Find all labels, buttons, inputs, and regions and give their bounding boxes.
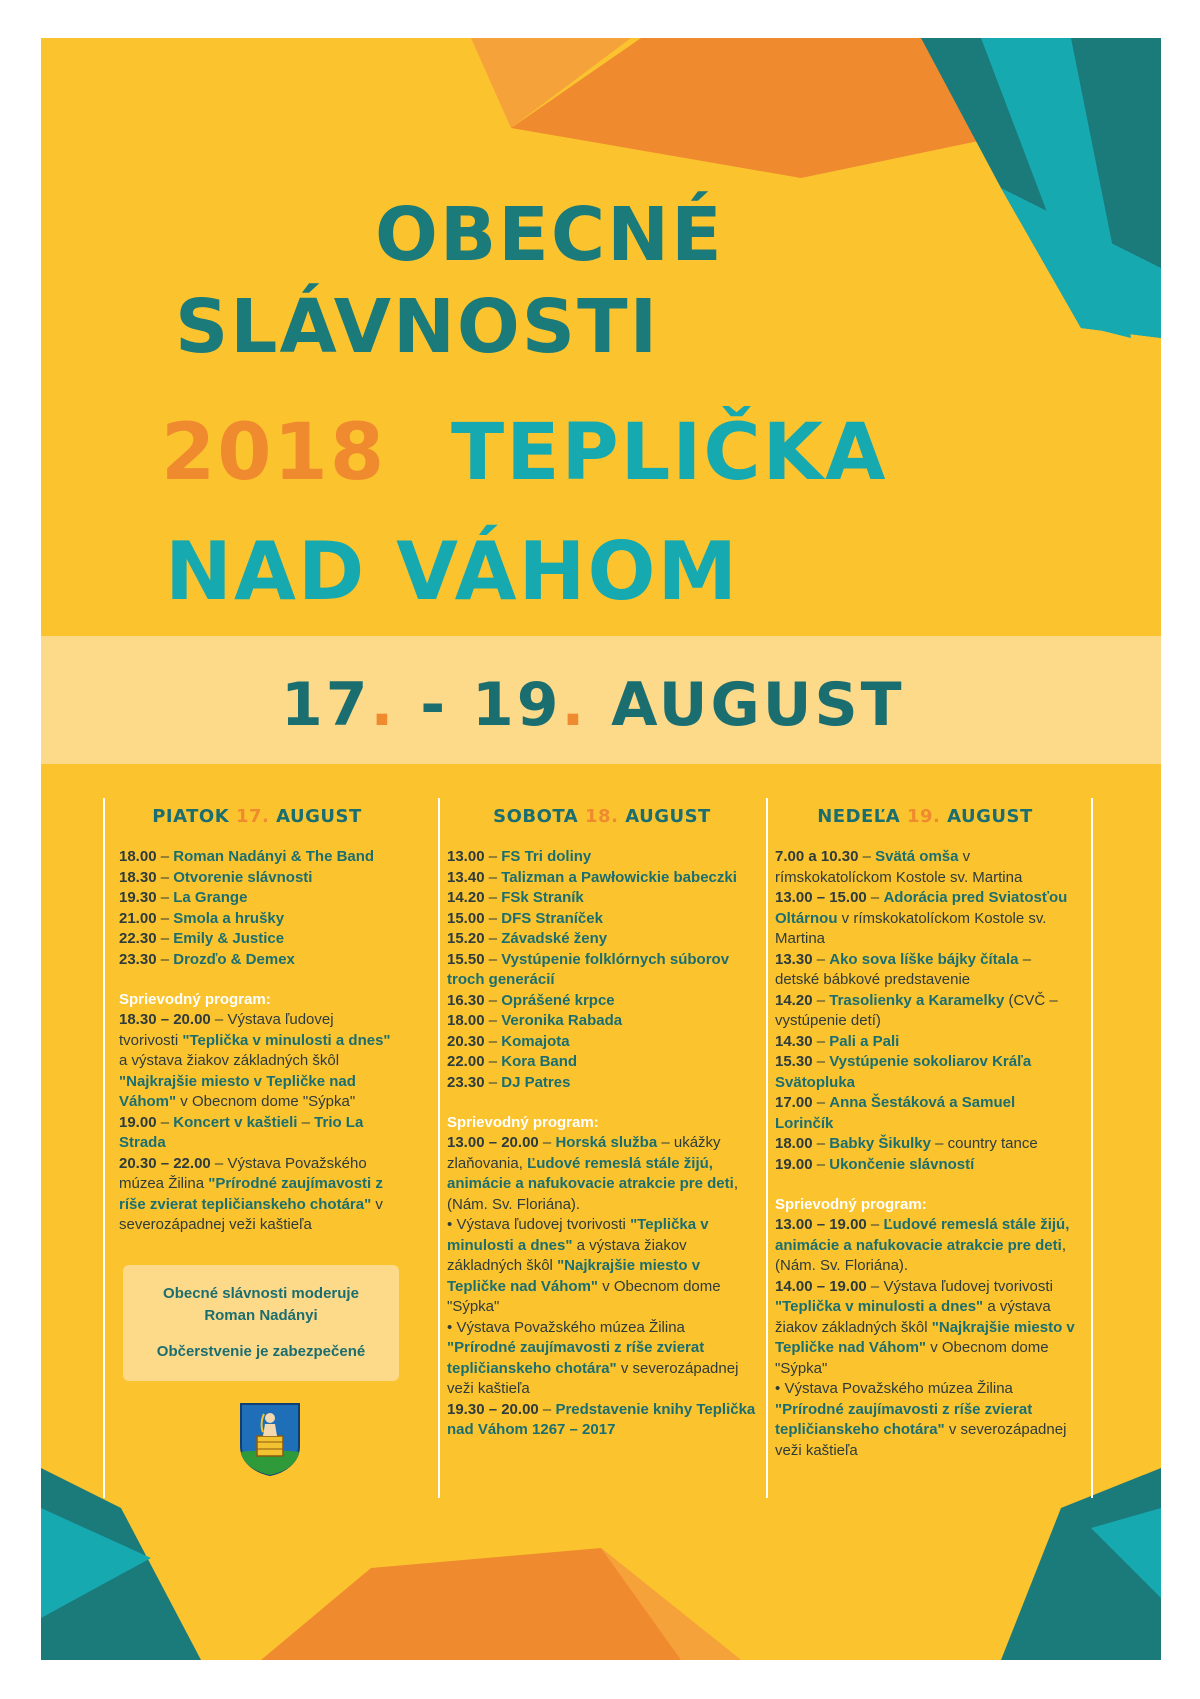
list-item: 23.30 – Drozďo & Demex: [119, 950, 295, 968]
list-item: • Výstava Považského múzea Žilina "Prírodné zaujímavosti z ríše zvierat tepličianskeho chotára" v severozápadnej veži kaštieľa: [447, 1318, 739, 1397]
day-column-friday: [119, 806, 395, 1236]
date-range: 17. - 19. AUGUST: [281, 670, 905, 740]
list-item: • Výstava ľudovej tvorivosti "Teplička v minulosti a dnes" a výstava žiakov základných škôl "Najkrajšie miesto v Tepličke nad Váhom" v Obecnom dome "Sýpka": [447, 1216, 721, 1315]
date-start: 17: [281, 670, 371, 740]
day-heading: PIATOK 17. AUGUST: [152, 806, 362, 827]
list-item: • Výstava Považského múzea Žilina "Prírodné zaujímavosti z ríše zvierat tepličianskeho chotára" v severozápadnej veži kaštieľa: [775, 1380, 1067, 1459]
date-month: AUGUST: [611, 670, 905, 740]
moderator-line-1: Obecné slávnosti moderuje: [163, 1285, 359, 1302]
refreshments-note: Občerstvenie je zabezpečené: [156, 1343, 366, 1360]
side-program-heading: Sprievodný program:: [447, 1114, 599, 1131]
list-item: 18.00 – Veronika Rabada: [447, 1012, 623, 1029]
list-item: 18.30 – Otvorenie slávnosti: [119, 868, 313, 886]
list-item: 22.30 – Emily & Justice: [119, 930, 285, 947]
list-item: 15.20 – Závadské ženy: [447, 930, 608, 947]
list-item: 14.20 – FSk Straník: [447, 889, 584, 906]
village-crest-icon: [239, 1402, 301, 1476]
list-item: 14.20 – Trasolienky a Karamelky (CVČ – vystúpenie detí): [775, 991, 1058, 1029]
column-separator: [1091, 798, 1093, 1498]
list-item: 15.30 – Vystúpenie sokoliarov Kráľa Svätopluka: [775, 1053, 1032, 1091]
date-dash: -: [420, 670, 449, 740]
list-item: 20.30 – Komajota: [447, 1032, 570, 1050]
list-item: 22.00 – Kora Band: [447, 1053, 578, 1070]
list-item: 13.00 – 20.00 – Horská služba – ukážky zlaňovania, Ľudové remeslá stále žijú, animácie a nafukovacie atrakcie pre deti, (Nám. Sv. Floriána).: [447, 1134, 738, 1213]
column-separator: [766, 798, 768, 1498]
title-place-1: TEPLIČKA: [451, 408, 888, 498]
list-item: 19.30 – 20.00 – Predstavenie knihy Teplička nad Váhom 1267 – 2017: [447, 1400, 756, 1438]
title-line-1: OBECNÉ: [375, 192, 724, 278]
list-item: 7.00 a 10.30 – Svätá omša v rímskokatolíckom Kostole sv. Martina: [775, 848, 1023, 886]
info-box: [123, 1265, 399, 1381]
list-item: 13.00 – 19.00 – Ľudové remeslá stále žijú, animácie a nafukovacie atrakcie pre deti, (Nám. Sv. Floriána).: [775, 1216, 1070, 1274]
day-heading: NEDEĽA 19. AUGUST: [817, 806, 1033, 827]
column-separator: [438, 798, 440, 1498]
list-item: 13.40 – Talizman a Pawłowickie babeczki: [447, 868, 737, 886]
day-column-saturday: [447, 806, 757, 1441]
date-end: 19: [471, 670, 562, 740]
list-item: 19.30 – La Grange: [119, 889, 248, 906]
list-item: 18.00 – Babky Šikulky – country tance: [775, 1135, 1038, 1152]
list-item: 13.00 – 15.00 – Adorácia pred Sviatosťou Oltárnou v rímskokatolíckom Kostole sv. Martina: [775, 889, 1068, 947]
side-program-heading: Sprievodný program:: [119, 991, 271, 1008]
title-year: 2018: [161, 408, 387, 498]
list-item: 14.30 – Pali a Pali: [775, 1032, 900, 1050]
list-item: 23.30 – DJ Patres: [447, 1073, 571, 1091]
list-item: 18.30 – 20.00 – Výstava ľudovej tvorivosti "Teplička v minulosti a dnes" a výstava žiakov základných škôl "Najkrajšie miesto v Tepličke nad Váhom" v Obecnom dome "Sýpka": [119, 1011, 391, 1110]
list-item: 18.00 – Roman Nadányi & The Band: [119, 848, 375, 865]
list-item: 15.00 – DFS Straníček: [447, 909, 603, 927]
moderator-line-2: Roman Nadányi: [204, 1307, 318, 1324]
day-column-sunday: [775, 806, 1075, 1461]
title-line-2: SLÁVNOSTI: [175, 284, 660, 370]
list-item: 13.00 – FS Tri doliny: [447, 848, 592, 865]
poster: [41, 38, 1161, 1660]
list-item: 14.00 – 19.00 – Výstava ľudovej tvorivosti "Teplička v minulosti a dnes" a výstava žiakov základných škôl "Najkrajšie miesto v Tepličke nad Váhom" v Obecnom dome "Sýpka": [775, 1277, 1075, 1377]
list-item: 15.50 – Vystúpenie folklórnych súborov troch generácií: [447, 950, 730, 988]
side-program-heading: Sprievodný program:: [775, 1196, 927, 1213]
column-separator: [103, 798, 105, 1498]
list-item: 19.00 – Ukončenie slávností: [775, 1155, 975, 1173]
title-place-2: NAD VÁHOM: [165, 525, 740, 618]
list-item: 16.30 – Oprášené krpce: [447, 991, 615, 1009]
list-item: 17.00 – Anna Šestáková a Samuel Lorinčík: [775, 1094, 1016, 1132]
day-heading: SOBOTA 18. AUGUST: [493, 806, 711, 827]
list-item: 13.30 – Ako sova líške bájky čítala – detské bábkové predstavenie: [775, 950, 1032, 988]
list-item: 21.00 – Smola a hrušky: [119, 909, 285, 927]
list-item: 20.30 – 22.00 – Výstava Považského múzea Žilina "Prírodné zaujímavosti z ríše zvierat tepličianskeho chotára" v severozápadnej veži kaštieľa: [119, 1154, 383, 1233]
list-item: 19.00 – Koncert v kaštieli – Trio La Strada: [119, 1113, 364, 1151]
